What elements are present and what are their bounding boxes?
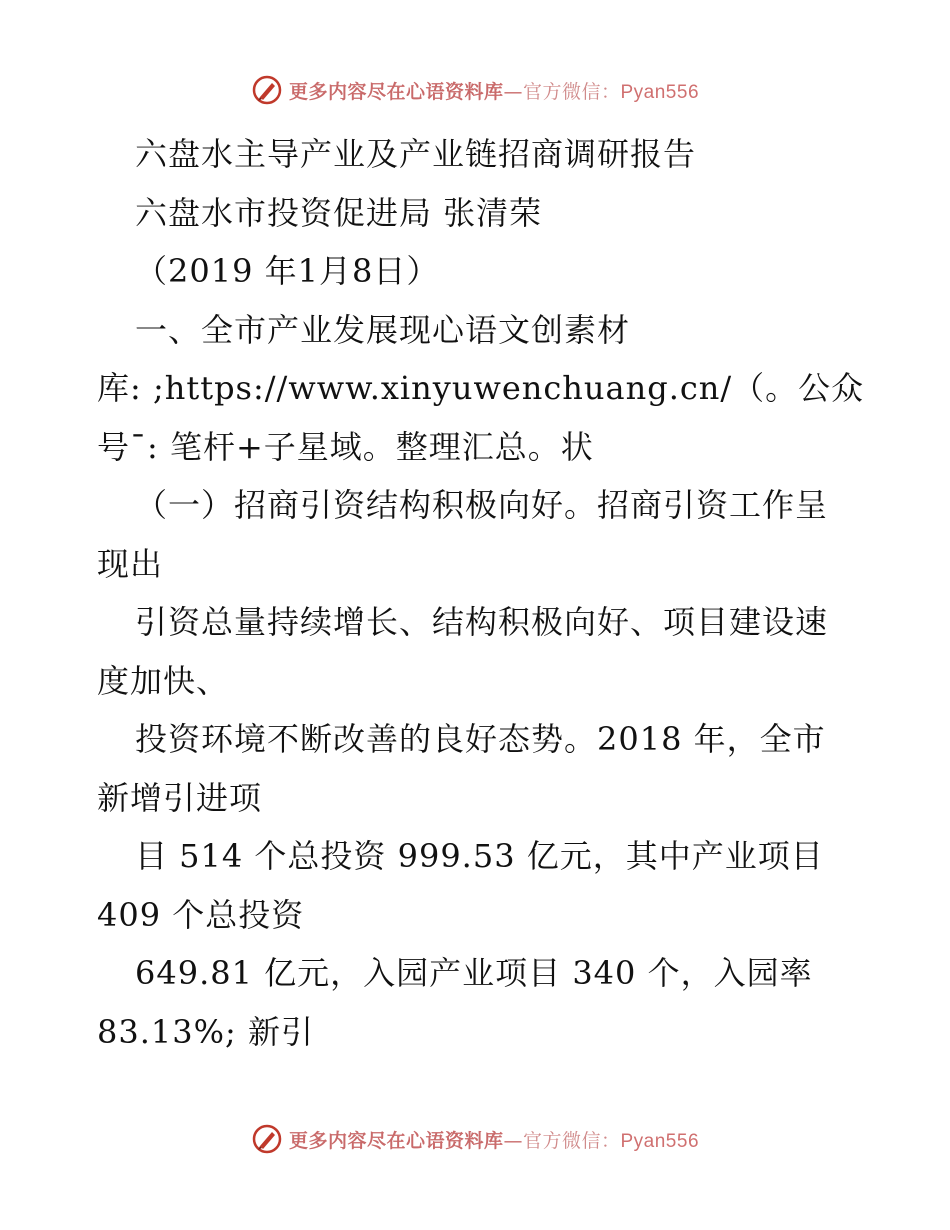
text-line: 现出 — [97, 544, 164, 583]
doc-title: 六盘水主导产业及产业链招商调研报告 — [135, 135, 697, 173]
banner-wechat-label: 官方微信： — [522, 1129, 621, 1152]
banner-wechat-label: 官方微信： — [522, 80, 621, 103]
text-line: 83.13%; 新引 — [97, 1012, 314, 1051]
text-line: 引资总量持续增长、结构积极向好、项目建设速 — [135, 603, 829, 641]
banner-main-text: 更多内容尽在心语资料库 — [288, 1129, 504, 1152]
banner-dash: — — [503, 80, 523, 103]
banner-text — [289, 77, 699, 104]
text-line: 409 个总投资 — [97, 895, 305, 934]
text-line: 度加快、 — [97, 661, 230, 700]
text-line: 库: ;https://www.xinyuwenchuang.cn/（。公众 — [97, 369, 865, 407]
text-line: 目 514 个总投资 999.53 亿元，其中产业项目 — [135, 837, 824, 875]
banner-wechat-id: Pyan556 — [620, 1130, 700, 1152]
banner-main-text: 更多内容尽在心语资料库 — [288, 80, 504, 103]
text-line: 新增引进项 — [97, 778, 263, 817]
subsection-heading: （一）招商引资结构积极向好。招商引资工作呈 — [135, 486, 829, 524]
doc-author: 六盘水市投资促进局 张清荣 — [135, 193, 543, 232]
text-line: 649.81 亿元，入园产业项目 340 个，入园率 — [135, 954, 813, 992]
section-heading: 一、全市产业发展现心语文创素材 — [135, 310, 631, 349]
banner-wechat-id: Pyan556 — [620, 81, 700, 103]
doc-date: （2019 年1月8日） — [135, 252, 440, 290]
banner-text — [289, 1126, 699, 1153]
banner-dash: — — [503, 1129, 523, 1152]
text-line: 号¯: 笔杆+子星域。整理汇总。状 — [97, 427, 594, 466]
text-line: 投资环境不断改善的良好态势。2018 年，全市 — [135, 720, 826, 758]
document-body — [97, 125, 865, 1061]
footer-banner — [0, 1121, 950, 1157]
pen-logo-icon — [251, 74, 283, 106]
header-banner — [0, 72, 950, 108]
pen-logo-icon — [251, 1123, 283, 1155]
